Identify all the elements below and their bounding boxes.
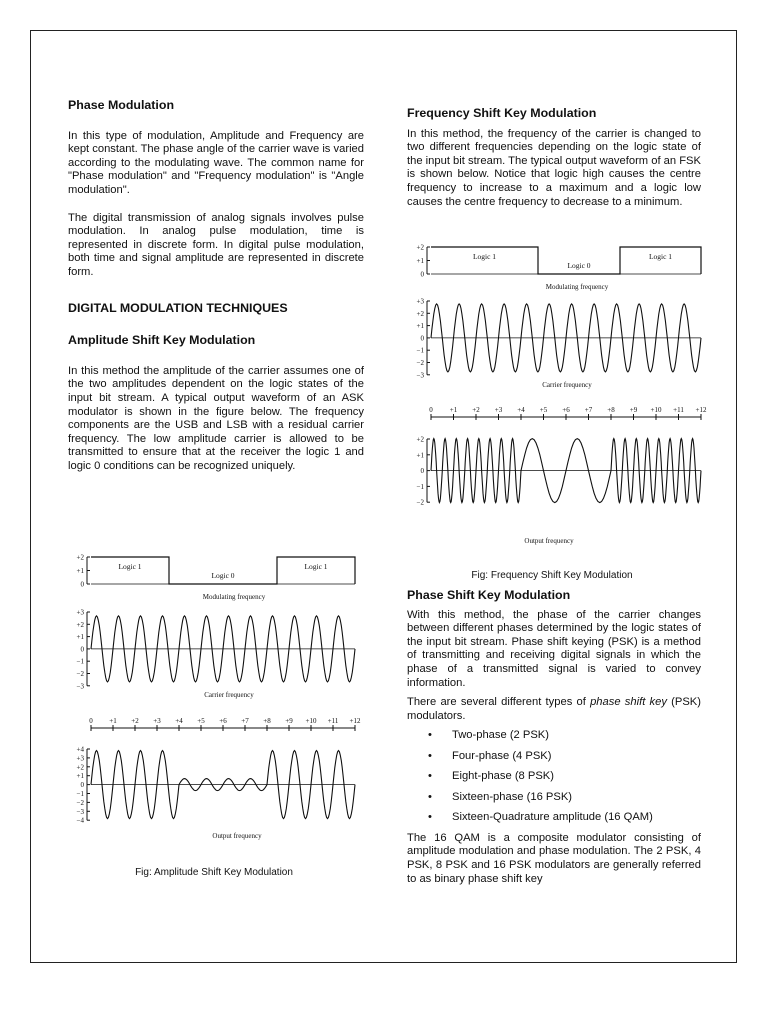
- fsk-output-label: Output frequency: [524, 537, 574, 545]
- ask-out-tick-label: +2: [76, 763, 84, 772]
- fsk-time-axis-tick-label: +8: [607, 406, 615, 414]
- fsk-carrier-tick-label: +2: [416, 309, 424, 318]
- ask-time-axis-tick-label: +8: [263, 717, 271, 725]
- psk-paragraph-2-text-a: There are several different types of: [407, 696, 591, 709]
- ask-output-label: Output frequency: [212, 832, 262, 840]
- phase-modulation-paragraph-1: In this type of modulation, Amplitude and Frequency are kept constant. The phase angle of the carrier wave is varied according to the modulating wave. The common name for "Phase modulation" and "Frequency modulation" is "Angle modulation".: [68, 129, 364, 196]
- ask-figure-caption: Fig: Amplitude Shift Key Modulation: [135, 867, 293, 878]
- ask-carrier-tick-label: 0: [80, 645, 84, 654]
- fsk-carrier-tick-label: −2: [416, 359, 424, 367]
- ask-out-tick-label: −2: [76, 798, 84, 807]
- fsk-mod-tick-label: 0: [420, 270, 424, 279]
- fsk-time-axis-tick-label: +2: [472, 406, 480, 414]
- fsk-carrier-tick-label: +3: [416, 297, 424, 306]
- ask-heading: Amplitude Shift Key Modulation: [68, 333, 256, 348]
- fsk-out-tick-label: +1: [416, 451, 424, 460]
- list-item: • Two-phase (2 PSK): [407, 729, 701, 750]
- right-column-bottom: [407, 589, 701, 886]
- list-item: • Eight-phase (8 PSK): [407, 770, 701, 791]
- ask-carrier-tick-label: −2: [76, 670, 84, 678]
- ask-carrier-tick-label: +1: [76, 633, 84, 642]
- fsk-time-axis-tick-label: +5: [539, 406, 548, 414]
- ask-out-tick-label: 0: [80, 781, 84, 790]
- psk-paragraph-2-text-b: (PSK) modulators.: [407, 696, 701, 722]
- fsk-carrier-tick-label: −3: [416, 371, 424, 380]
- ask-time-axis-tick-label: +1: [109, 717, 117, 725]
- list-item: • Sixteen-Quadrature amplitude (16 QAM): [407, 811, 701, 832]
- ask-time-axis-tick-label: +7: [241, 717, 249, 725]
- ask-time-axis-tick-label: +12: [349, 717, 361, 725]
- left-column: [68, 99, 364, 473]
- psk-heading: Phase Shift Key Modulation: [407, 588, 571, 602]
- ask-out-tick-label: −3: [76, 807, 84, 816]
- ask-out-tick-label: −1: [76, 790, 84, 798]
- ask-out-tick-label: +4: [76, 745, 84, 754]
- fsk-figure: [397, 237, 707, 551]
- fsk-paragraph: In this method, the frequency of the carrier is changed to two different frequencies depending on the logic state of the input bit stream. The typical output waveform of an FSK is shown below. Notice that logic high causes the centre frequency to increase to a maximum and a logic low causes the centre frequency to decrease to a minimum.: [407, 127, 701, 208]
- fsk-time-axis-tick-label: +6: [562, 406, 570, 414]
- ask-time-axis-tick-label: 0: [89, 717, 93, 725]
- ask-figure: [59, 546, 359, 846]
- ask-out-tick-label: +1: [76, 772, 84, 781]
- fsk-carrier-tick-label: −1: [416, 346, 424, 355]
- fsk-time-axis-tick-label: +11: [673, 406, 684, 414]
- fsk-mod-logic-label: Logic 0: [567, 261, 591, 270]
- fsk-mod-tick-label: +1: [416, 257, 424, 265]
- ask-time-axis-tick-label: +11: [327, 717, 339, 725]
- fsk-time-axis-tick-label: +12: [695, 406, 707, 414]
- fsk-heading: Frequency Shift Key Modulation: [407, 106, 597, 120]
- ask-mod-logic-label: Logic 1: [304, 562, 328, 571]
- fsk-time-axis-tick-label: +7: [584, 406, 593, 414]
- list-item: • Four-phase (4 PSK): [407, 750, 701, 771]
- fsk-mod-logic-label: Logic 1: [472, 252, 497, 261]
- digital-modulation-heading: DIGITAL MODULATION TECHNIQUES: [68, 300, 288, 315]
- fsk-time-axis-tick-label: +3: [494, 406, 503, 414]
- ask-carrier-tick-label: +2: [76, 620, 84, 629]
- ask-time-axis-tick-label: +10: [305, 717, 317, 725]
- ask-carrier-tick-label: −3: [76, 682, 84, 691]
- psk-paragraph-2: [407, 696, 701, 723]
- psk-paragraph-3: The 16 QAM is a composite modulator consisting of amplitude modulation and phase modulation. The 2 PSK, 4 PSK, 8 PSK and 16 PSK modulators are generally referred to as binary phase shift key: [407, 831, 701, 885]
- fsk-carrier-tick-label: 0: [420, 334, 424, 343]
- ask-time-axis-tick-label: +2: [131, 717, 139, 725]
- ask-time-axis-tick-label: +6: [219, 717, 227, 725]
- fsk-mod-logic-label: Logic 1: [648, 252, 673, 261]
- fsk-out-tick-label: −1: [416, 482, 424, 491]
- list-item: • Sixteen-phase (16 PSK): [407, 791, 701, 812]
- fsk-carrier-tick-label: +1: [416, 322, 424, 331]
- ask-mod-logic-label: Logic 0: [211, 571, 235, 580]
- fsk-time-axis-tick-label: +10: [650, 406, 662, 414]
- fsk-time-axis-tick-label: 0: [429, 406, 433, 414]
- fsk-time-axis-tick-label: +4: [517, 406, 525, 414]
- fsk-mod-tick-label: +2: [416, 243, 424, 252]
- fsk-figure-caption: Fig: Frequency Shift Key Modulation: [471, 570, 633, 581]
- phase-modulation-heading: Phase Modulation: [68, 98, 175, 112]
- fsk-out-tick-label: 0: [420, 467, 424, 476]
- fsk-time-axis-tick-label: +1: [449, 406, 458, 414]
- ask-modulating-label: Modulating frequency: [202, 593, 266, 601]
- ask-time-axis-tick-label: +5: [197, 717, 205, 725]
- phase-modulation-paragraph-2: The digital transmission of analog signals involves pulse modulation. In analog pulse modulation, time is represented in discrete form. In digital pulse modulation, both time and signal amplitude are represented in discrete form.: [68, 211, 364, 278]
- ask-time-axis-tick-label: +9: [285, 717, 293, 725]
- ask-carrier-tick-label: −1: [76, 657, 84, 666]
- ask-out-tick-label: +3: [76, 754, 84, 763]
- fsk-carrier-label: Carrier frequency: [542, 381, 592, 389]
- right-column-top: [407, 107, 701, 209]
- ask-out-tick-label: −4: [76, 816, 84, 825]
- fsk-out-tick-label: −2: [416, 498, 424, 507]
- ask-mod-tick-label: +2: [76, 553, 84, 562]
- psk-paragraph-1: With this method, the phase of the carrier changes between different phases determined by the logic states of the input bit stream. Phase shift keying (PSK) is a method of transmitting and receiving digital signals in which the phase of a transmitted signal is varied to convey information.: [407, 608, 701, 689]
- fsk-time-axis-tick-label: +9: [629, 406, 638, 414]
- ask-mod-tick-label: 0: [80, 580, 84, 589]
- psk-types-list: [407, 729, 701, 832]
- document-page: [30, 30, 737, 963]
- ask-carrier-label: Carrier frequency: [204, 691, 254, 699]
- ask-time-axis-tick-label: +4: [175, 717, 183, 725]
- ask-mod-tick-label: +1: [76, 567, 84, 575]
- fsk-out-tick-label: +2: [416, 435, 424, 444]
- ask-carrier-tick-label: +3: [76, 608, 84, 617]
- psk-paragraph-2-emphasis: phase shift key: [590, 696, 667, 709]
- fsk-modulating-label: Modulating frequency: [545, 283, 609, 291]
- ask-paragraph: In this method the amplitude of the carrier assumes one of the two amplitudes dependent on the logic states of the input bit stream. A typical output waveform of an ASK modulator is shown in the figure below. The frequency components are the USB and LSB with a residual carrier frequency. The low amplitude carrier is allowed to be transmitted to ensure that at the receiver the logic 1 and logic 0 conditions can be recognized uniquely.: [68, 364, 364, 472]
- ask-time-axis-tick-label: +3: [153, 717, 161, 725]
- ask-mod-logic-label: Logic 1: [118, 562, 142, 571]
